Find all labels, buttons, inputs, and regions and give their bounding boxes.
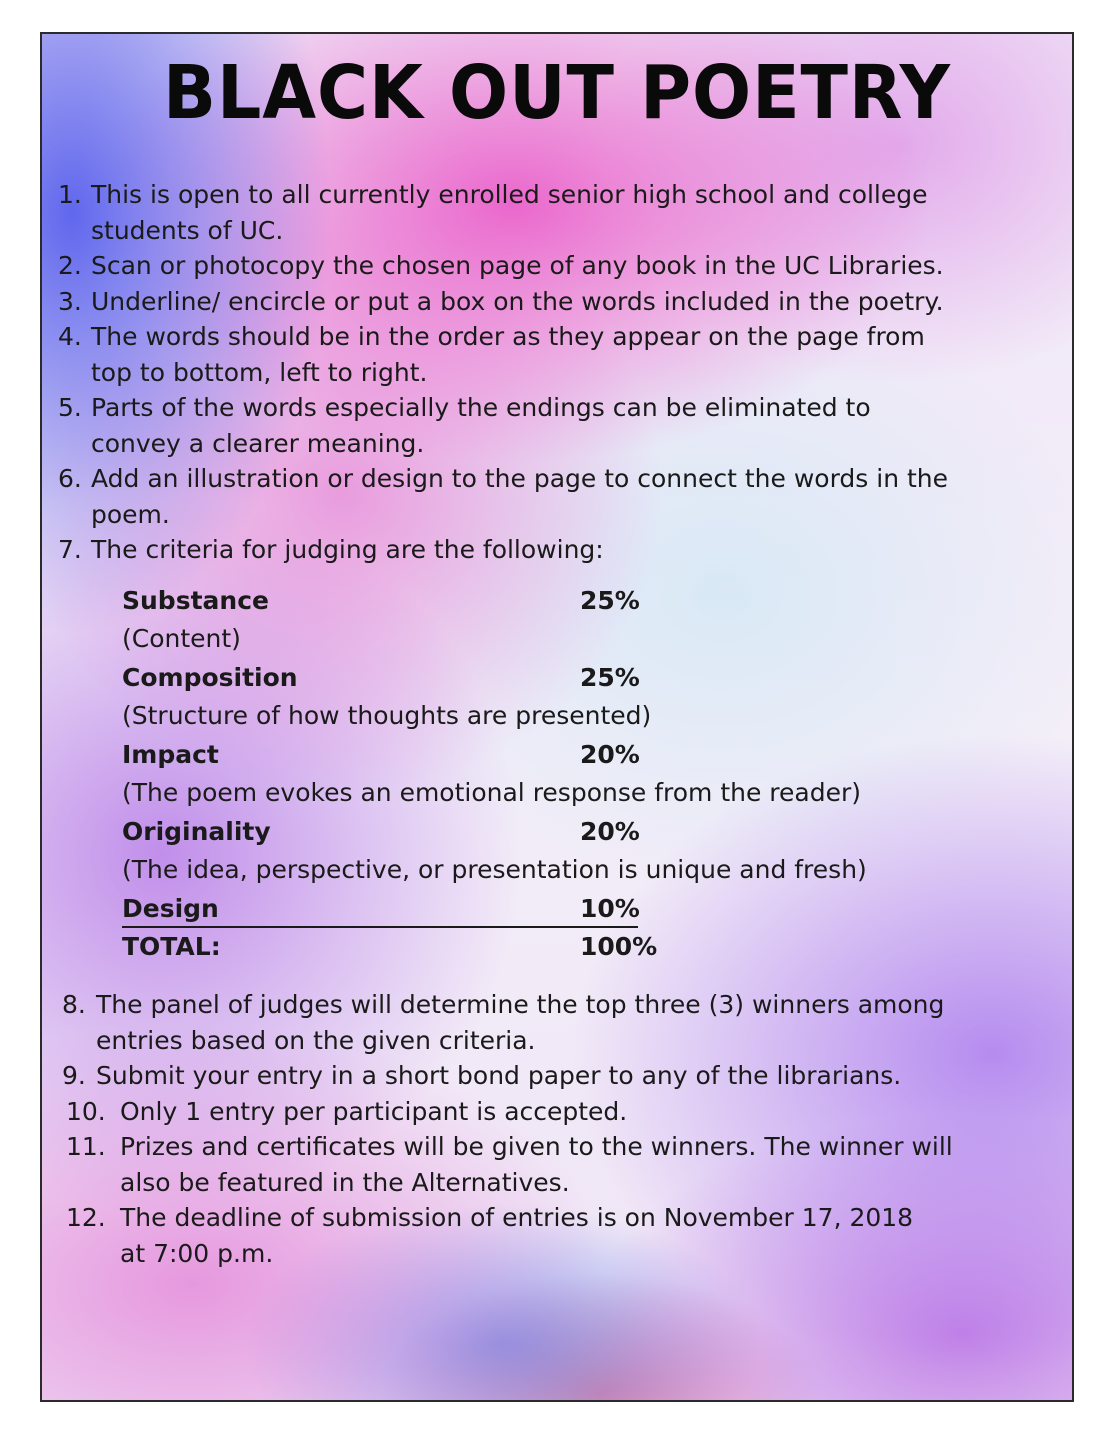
criteria-description: (Structure of how thoughts are presented) [122,701,652,730]
rule-text-line: Only 1 entry per participant is accepted. [120,1096,628,1126]
rule-number: 7. [58,535,82,564]
criteria-row [122,663,722,699]
rule-item [42,987,1072,1058]
rule-item [42,532,1072,568]
rule-text-line: Underline/ encircle or put a box on the words included in the poetry. [91,286,944,316]
rule-number: 5. [58,393,82,422]
rule-text-line: Submit your entry in a short bond paper to any of the librarians. [96,1061,902,1090]
criteria-percent: 20% [580,817,640,846]
rule-number: 9. [62,1061,86,1090]
design-underline [122,926,638,928]
rule-item [42,1129,1072,1200]
rule-text-line: Parts of the words especially the endings can be eliminated to [91,393,871,422]
rule-text-line: The deadline of submission of entries is on November 17, 2018 [120,1203,914,1232]
rule-item [42,319,1072,390]
rule-item [42,248,1072,284]
criteria-percent: 10% [580,894,640,923]
rule-text-line: top to bottom, left to right. [91,357,428,387]
rule-item [42,1200,1072,1271]
criteria-name: Impact [122,740,219,769]
total-label: TOTAL: [122,932,221,961]
criteria-row [122,894,722,930]
rule-number: 6. [58,464,82,493]
criteria-row [122,817,722,853]
criteria-name: Substance [122,586,269,615]
rule-text-line: The panel of judges will determine the top three (3) winners among [96,990,945,1019]
criteria-percent: 20% [580,740,640,769]
criteria-description: (The idea, perspective, or presentation is unique and fresh) [122,855,867,884]
rule-text-line: Add an illustration or design to the page to connect the words in the [91,464,949,493]
rule-text-line: Scan or photocopy the chosen page of any book in the UC Libraries. [91,251,944,280]
rule-number: 4. [58,322,82,351]
rule-text-line: students of UC. [91,215,284,245]
rule-item [42,461,1072,532]
criteria-description: (The poem evokes an emotional response from the reader) [122,778,862,807]
rule-text-line: The words should be in the order as they appear on the page from [91,322,925,351]
rule-text-line: This is open to all currently enrolled senior high school and college [91,180,928,209]
rule-number: 3. [58,286,82,316]
rule-number: 10. [66,1096,106,1126]
rule-item [42,284,1072,320]
total-percent: 100% [580,932,658,961]
rule-text-line: at 7:00 p.m. [120,1238,274,1268]
criteria-name: Design [122,894,219,923]
criteria-total-row [122,932,722,968]
rule-text-line: convey a clearer meaning. [91,428,425,458]
rule-number: 12. [66,1203,106,1232]
criteria-percent: 25% [580,586,640,615]
criteria-row [122,586,722,622]
rule-item [42,177,1072,248]
criteria-percent: 25% [580,663,640,692]
rule-item [42,1094,1072,1130]
rule-text-line: entries based on the given criteria. [96,1025,536,1055]
rule-item [42,390,1072,461]
criteria-name: Composition [122,663,298,692]
rule-text-line: The criteria for judging are the following: [91,535,604,564]
poster [40,32,1074,1402]
rule-number: 1. [58,180,82,209]
rule-item [42,1058,1072,1094]
rule-number: 8. [62,990,86,1019]
criteria-row [122,740,722,776]
rule-number: 2. [58,251,82,280]
rule-text-line: poem. [91,499,170,529]
poster-title: BLACK OUT POETRY [163,50,951,136]
criteria-description: (Content) [122,624,241,653]
criteria-name: Originality [122,817,271,846]
rule-text-line: Prizes and certificates will be given to the winners. The winner will [120,1132,953,1161]
rule-text-line: also be featured in the Alternatives. [120,1167,570,1197]
rule-number: 11. [66,1132,106,1161]
